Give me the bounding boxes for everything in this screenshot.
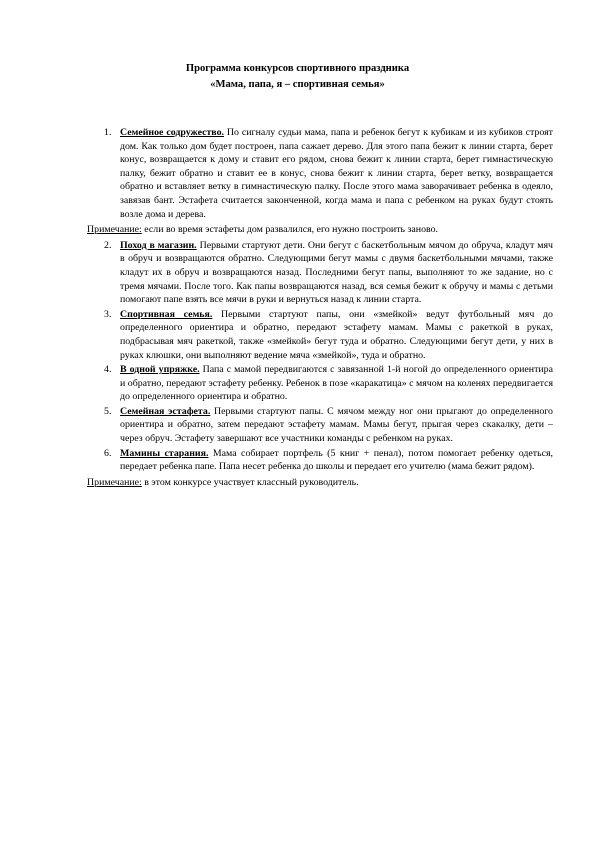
item-number: 1. xyxy=(104,127,112,138)
item-text: Мама собирает портфель (5 книг + пенал), потом помогает ребенку одеться, передает ребенка папе. Папа несет ребенка до школы и передает его учителю (мама бежит рядом). xyxy=(120,447,553,473)
title-line-2: «Мама, папа, я – спортивная семья» xyxy=(210,79,385,90)
note-text: если во время эстафеты дом развалился, его нужно построить заново. xyxy=(141,224,439,236)
item-number: 4. xyxy=(104,364,112,376)
note-label: Примечание: xyxy=(87,224,142,236)
item-heading: Поход в магазин. xyxy=(120,239,197,251)
note-2 xyxy=(87,476,557,490)
item-number: 5. xyxy=(104,405,112,417)
contest-item-4 xyxy=(104,363,554,404)
contest-item-1 xyxy=(104,126,553,221)
contest-list xyxy=(0,126,595,491)
item-text: Папа с мамой передвигаются с завязанной 1-й ногой до определенного ориентира и обратно, передают эстафету ребенку. Ребенок в позе «каракатица» с мячом на коленях передвигается до определенного ориентира и обратно. xyxy=(120,364,554,403)
item-heading: Семейное содружество. xyxy=(120,127,224,138)
note-label: Примечание: xyxy=(87,476,142,488)
contest-item-6 xyxy=(104,447,553,474)
contest-item-3 xyxy=(104,308,553,362)
item-text: Первыми стартуют папы, они «змейкой» ведут футбольный мяч до определенного ориентира и обратно, передают эстафету мамам. Мамы с ракеткой в руках, подбрасывая мяч ракеткой, также «змейкой» бегут туда и обратно. Следующими бегут дети, у них в руках клюшки, они выполняют ведение мяча «змейкой», туда и обратно. xyxy=(120,308,553,361)
item-heading: В одной упряжке. xyxy=(120,364,200,376)
item-heading: Спортивная семья. xyxy=(120,308,213,320)
item-text: Первыми стартуют дети. Они бегут с баскетбольным мячом до обруча, кладут мяч в обруч и возвращаются обратно. Следующими бегут мамы с двумя баскетбольными мячами, также кладут их в обруч и возвращаются назад. Последними бегут папы, выполняют то же задание, но с тремя мячами. После того. Как папы возвращаются назад, вся семья бежит к обручу и мамы с детьми помогают папе взять все мячи в руки и вернуться назад к линии старта. xyxy=(120,239,554,306)
note-text: в этом конкурсе участвует классный руководитель. xyxy=(141,476,359,488)
item-text: По сигналу судьи мама, папа и ребенок бегут к кубикам и из кубиков строят дом. Как только дом будет построен, папа сажает дерево. Для этого папа бежит к линии старта, берет конус, возвращается к дому и ставит его рядом, снова бежит к линии старта, берет гимнастическую палку, бежит обратно и ставит ее в конус, снова бежит к линии старта, берет ветку, возвращается обратно и вставляет ветку в гимнастическую палку. После этого мама заворачивает ребенка в одеяло, завязав бант. Эстафета считается законченной, когда мама и папа с ребенком на руках будут стоять возле дома и дерева. xyxy=(120,127,553,220)
item-text: Первыми стартуют папы. С мячом между ног они прыгают до определенного ориентира и обратно, затем передают эстафету мамам. Мамы бегут, прыгая через скакалку, дети – через обруч. Эстафету завершают все участники команды с ребенком на руках. xyxy=(120,405,553,445)
item-heading: Семейная эстафета. xyxy=(120,405,211,417)
note-1 xyxy=(87,223,557,237)
contest-item-2 xyxy=(104,239,554,307)
item-number: 2. xyxy=(104,239,112,251)
document-title xyxy=(60,61,535,93)
item-number: 6. xyxy=(104,447,112,459)
contest-item-5 xyxy=(104,405,553,446)
item-number: 3. xyxy=(104,308,112,320)
item-heading: Мамины старания. xyxy=(120,447,209,459)
title-line-1: Программа конкурсов спортивного праздника xyxy=(185,63,410,74)
